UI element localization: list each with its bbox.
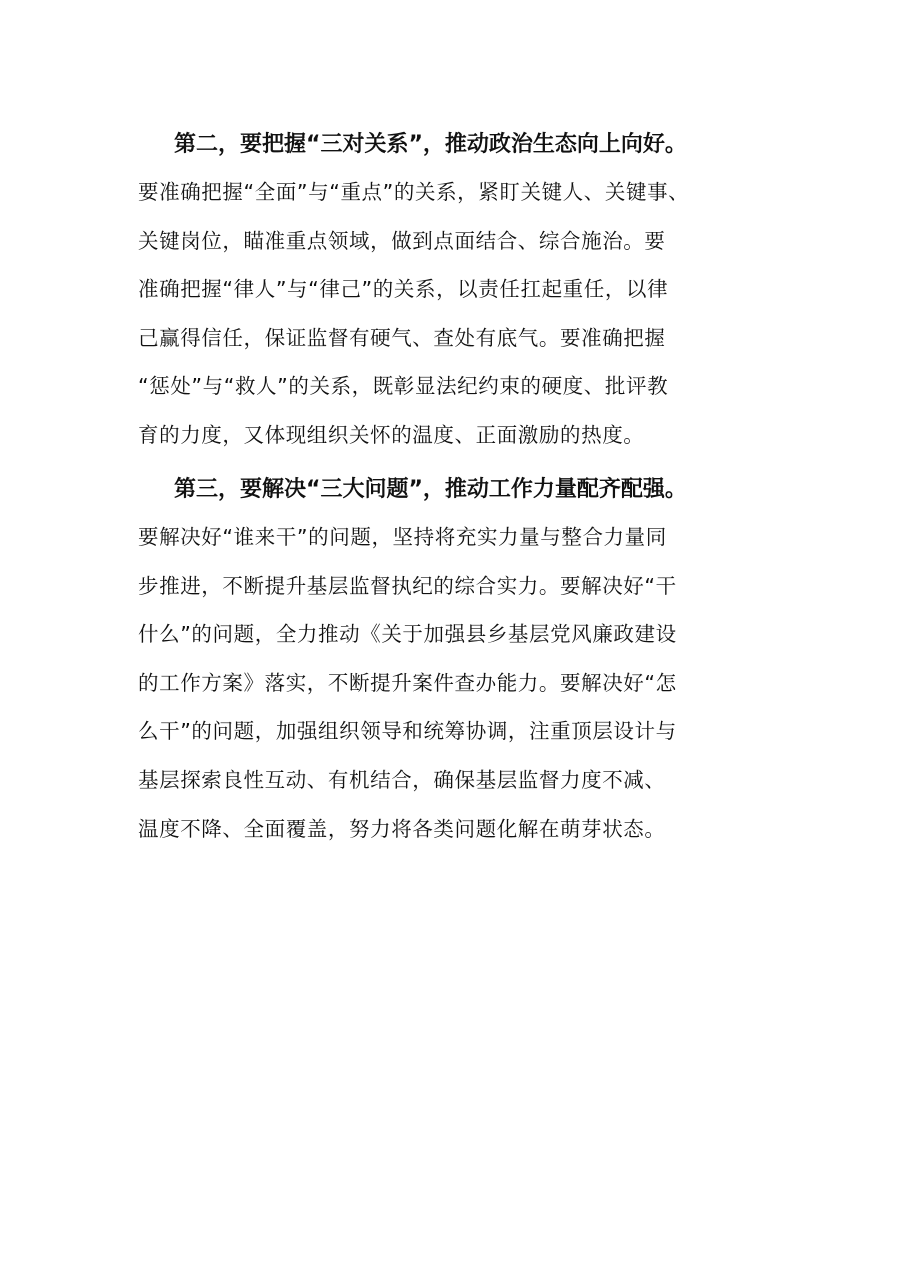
section-heading: 第三，要解决“三大问题”，推动工作力量配齐配强。 xyxy=(174,477,687,502)
paragraph-line: 的工作方案》落实，不断提升案件查办能力。要解决好“怎 xyxy=(138,670,677,695)
paragraph-line: 育的力度，又体现组织关怀的温度、正面激励的热度。 xyxy=(138,422,645,447)
paragraph-line: “惩处”与“救人”的关系，既彰显法纪约束的硬度、批评教 xyxy=(138,374,669,399)
paragraph-line: 么干”的问题，加强组织领导和统筹协调，注重顶层设计与 xyxy=(138,719,677,744)
paragraph-line: 要解决好“谁来干”的问题，坚持将充实力量与整合力量同 xyxy=(138,525,667,549)
paragraph-line: 关键岗位，瞄准重点领域，做到点面结合、综合施治。要 xyxy=(138,228,666,253)
paragraph-line: 准确把握“律人”与“律己”的关系，以责任扛起重任，以律 xyxy=(138,277,669,302)
paragraph-line: 什么”的问题，全力推动《关于加强县乡基层党风廉政建设 xyxy=(138,622,677,647)
paragraph-line: 温度不降、全面覆盖，努力将各类问题化解在萌芽状态。 xyxy=(138,816,666,841)
section-second-three-relations xyxy=(138,122,778,460)
paragraph-line: 基层探索良性互动、有机结合，确保基层监督力度不减、 xyxy=(138,767,666,792)
paragraph-line: 要准确把握“全面”与“重点”的关系，紧盯关键人、关键事、 xyxy=(138,180,690,204)
paragraph-line: 步推进，不断提升基层监督执纪的综合实力。要解决好“干 xyxy=(138,573,677,598)
paragraph-line: 己赢得信任，保证监督有硬气、查处有底气。要准确把握 xyxy=(138,325,666,350)
section-heading: 第二，要把握“三对关系”，推动政治生态向上向好。 xyxy=(174,132,687,157)
section-third-three-problems xyxy=(138,467,778,853)
